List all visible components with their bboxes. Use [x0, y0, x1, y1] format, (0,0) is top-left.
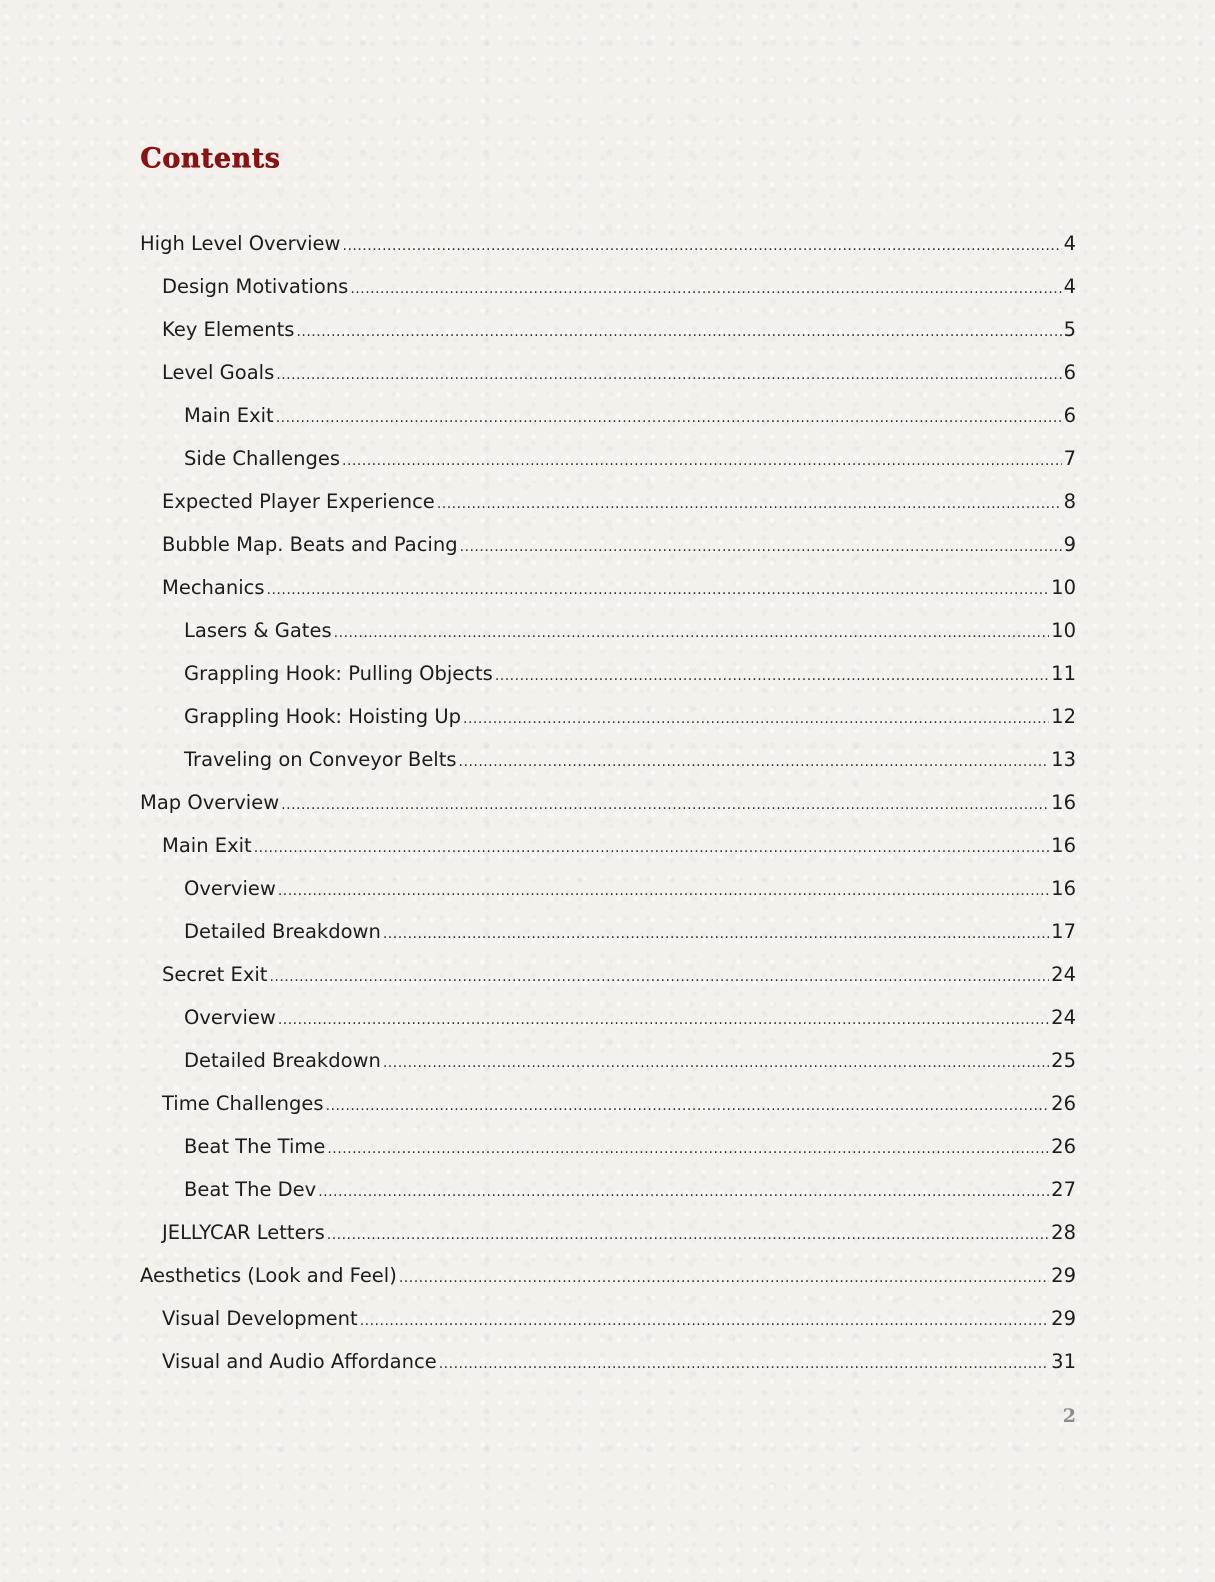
toc-entry[interactable]	[140, 480, 1076, 523]
toc-entry[interactable]	[140, 566, 1076, 609]
toc-entry[interactable]	[140, 523, 1076, 566]
toc-entry-label: Key Elements	[162, 318, 295, 341]
toc-entry-label: Secret Exit	[162, 963, 268, 986]
toc-dot-leader	[327, 1214, 1049, 1257]
toc-dot-leader	[326, 1085, 1050, 1128]
toc-entry-page-number: 31	[1051, 1350, 1076, 1373]
toc-entry[interactable]	[140, 1340, 1076, 1383]
toc-entry-page-number: 29	[1051, 1264, 1076, 1287]
toc-entry-page-number: 6	[1063, 361, 1076, 384]
toc-entry-page-number: 24	[1051, 963, 1076, 986]
toc-dot-leader	[459, 741, 1050, 784]
toc-entry-page-number: 27	[1051, 1178, 1076, 1201]
toc-entry-page-number: 16	[1051, 877, 1076, 900]
toc-dot-leader	[437, 483, 1062, 526]
toc-entry-page-number: 16	[1051, 791, 1076, 814]
toc-dot-leader	[334, 612, 1050, 655]
toc-entry-page-number: 10	[1051, 619, 1076, 642]
toc-entry-page-number: 26	[1051, 1092, 1076, 1115]
toc-entry-label: Detailed Breakdown	[184, 920, 381, 943]
toc-entry-page-number: 11	[1051, 662, 1076, 685]
toc-dot-leader	[383, 913, 1049, 956]
toc-entry-label: Design Motivations	[162, 275, 349, 298]
toc-dot-leader	[383, 1042, 1049, 1085]
toc-entry[interactable]	[140, 1211, 1076, 1254]
toc-entry-label: Aesthetics (Look and Feel)	[140, 1264, 397, 1287]
toc-entry-label: Side Challenges	[184, 447, 341, 470]
toc-entry-label: Overview	[184, 1006, 276, 1029]
toc-entry[interactable]	[140, 1039, 1076, 1082]
toc-dot-leader	[350, 268, 1061, 311]
toc-entry-label: Map Overview	[140, 791, 280, 814]
toc-entry[interactable]	[140, 996, 1076, 1039]
toc-entry[interactable]	[140, 867, 1076, 910]
toc-entry-page-number: 17	[1051, 920, 1076, 943]
toc-entry[interactable]	[140, 652, 1076, 695]
toc-entry-label: Main Exit	[184, 404, 274, 427]
toc-entry[interactable]	[140, 695, 1076, 738]
toc-entry[interactable]	[140, 1082, 1076, 1125]
toc-entry-page-number: 26	[1051, 1135, 1076, 1158]
toc-entry-page-number: 16	[1051, 834, 1076, 857]
toc-entry[interactable]	[140, 1254, 1076, 1297]
toc-dot-leader	[278, 999, 1049, 1042]
toc-entry[interactable]	[140, 738, 1076, 781]
toc-dot-leader	[276, 354, 1061, 397]
table-of-contents	[140, 222, 1076, 1383]
toc-entry[interactable]	[140, 910, 1076, 953]
toc-entry-label: Level Goals	[162, 361, 275, 384]
page-number: 2	[1062, 1405, 1076, 1427]
toc-entry-label: Traveling on Conveyor Belts	[184, 748, 457, 771]
toc-dot-leader	[269, 956, 1049, 999]
toc-entry[interactable]	[140, 308, 1076, 351]
toc-entry[interactable]	[140, 437, 1076, 480]
toc-entry[interactable]	[140, 351, 1076, 394]
toc-entry-label: Time Challenges	[162, 1092, 324, 1115]
toc-entry[interactable]	[140, 609, 1076, 652]
toc-entry[interactable]	[140, 394, 1076, 437]
toc-entry-label: Expected Player Experience	[162, 490, 435, 513]
toc-dot-leader	[278, 870, 1049, 913]
toc-dot-leader	[254, 827, 1049, 870]
toc-dot-leader	[296, 311, 1061, 354]
toc-entry-label: Visual and Audio Affordance	[162, 1350, 437, 1373]
toc-entry-page-number: 24	[1051, 1006, 1076, 1029]
toc-dot-leader	[460, 526, 1062, 569]
toc-dot-leader	[463, 698, 1049, 741]
toc-entry[interactable]	[140, 1125, 1076, 1168]
toc-entry-page-number: 12	[1051, 705, 1076, 728]
toc-entry-page-number: 10	[1051, 576, 1076, 599]
toc-entry-page-number: 5	[1063, 318, 1076, 341]
toc-entry[interactable]	[140, 1168, 1076, 1211]
toc-dot-leader	[343, 225, 1062, 268]
toc-dot-leader	[267, 569, 1050, 612]
toc-entry-page-number: 29	[1051, 1307, 1076, 1330]
toc-entry-label: Overview	[184, 877, 276, 900]
toc-dot-leader	[439, 1343, 1049, 1386]
toc-entry-label: Main Exit	[162, 834, 252, 857]
toc-dot-leader	[281, 784, 1049, 827]
toc-entry-page-number: 9	[1063, 533, 1076, 556]
toc-entry-label: Grappling Hook: Hoisting Up	[184, 705, 462, 728]
toc-entry-label: Mechanics	[162, 576, 265, 599]
toc-dot-leader	[342, 440, 1062, 483]
page-title: Contents	[140, 143, 281, 174]
toc-entry-label: High Level Overview	[140, 232, 341, 255]
toc-entry[interactable]	[140, 222, 1076, 265]
toc-entry-page-number: 25	[1051, 1049, 1076, 1072]
toc-entry-label: Bubble Map. Beats and Pacing	[162, 533, 458, 556]
toc-entry-label: Visual Development	[162, 1307, 358, 1330]
toc-entry-page-number: 7	[1063, 447, 1076, 470]
toc-dot-leader	[276, 397, 1062, 440]
toc-entry[interactable]	[140, 953, 1076, 996]
toc-dot-leader	[318, 1171, 1049, 1214]
toc-entry-page-number: 4	[1063, 232, 1076, 255]
toc-entry-label: Grappling Hook: Pulling Objects	[184, 662, 493, 685]
toc-entry-label: Beat The Time	[184, 1135, 326, 1158]
toc-entry-page-number: 6	[1063, 404, 1076, 427]
toc-entry-page-number: 8	[1063, 490, 1076, 513]
toc-entry-label: Detailed Breakdown	[184, 1049, 381, 1072]
toc-entry-label: Beat The Dev	[184, 1178, 317, 1201]
toc-entry-page-number: 4	[1063, 275, 1076, 298]
toc-entry-label: Lasers & Gates	[184, 619, 332, 642]
toc-dot-leader	[399, 1257, 1049, 1300]
toc-entry[interactable]	[140, 265, 1076, 308]
toc-entry-label: JELLYCAR Letters	[162, 1221, 325, 1244]
toc-entry-page-number: 28	[1051, 1221, 1076, 1244]
toc-dot-leader	[327, 1128, 1049, 1171]
toc-dot-leader	[360, 1300, 1049, 1343]
toc-dot-leader	[495, 655, 1049, 698]
toc-entry[interactable]	[140, 781, 1076, 824]
toc-entry-page-number: 13	[1051, 748, 1076, 771]
toc-entry[interactable]	[140, 1297, 1076, 1340]
toc-entry[interactable]	[140, 824, 1076, 867]
